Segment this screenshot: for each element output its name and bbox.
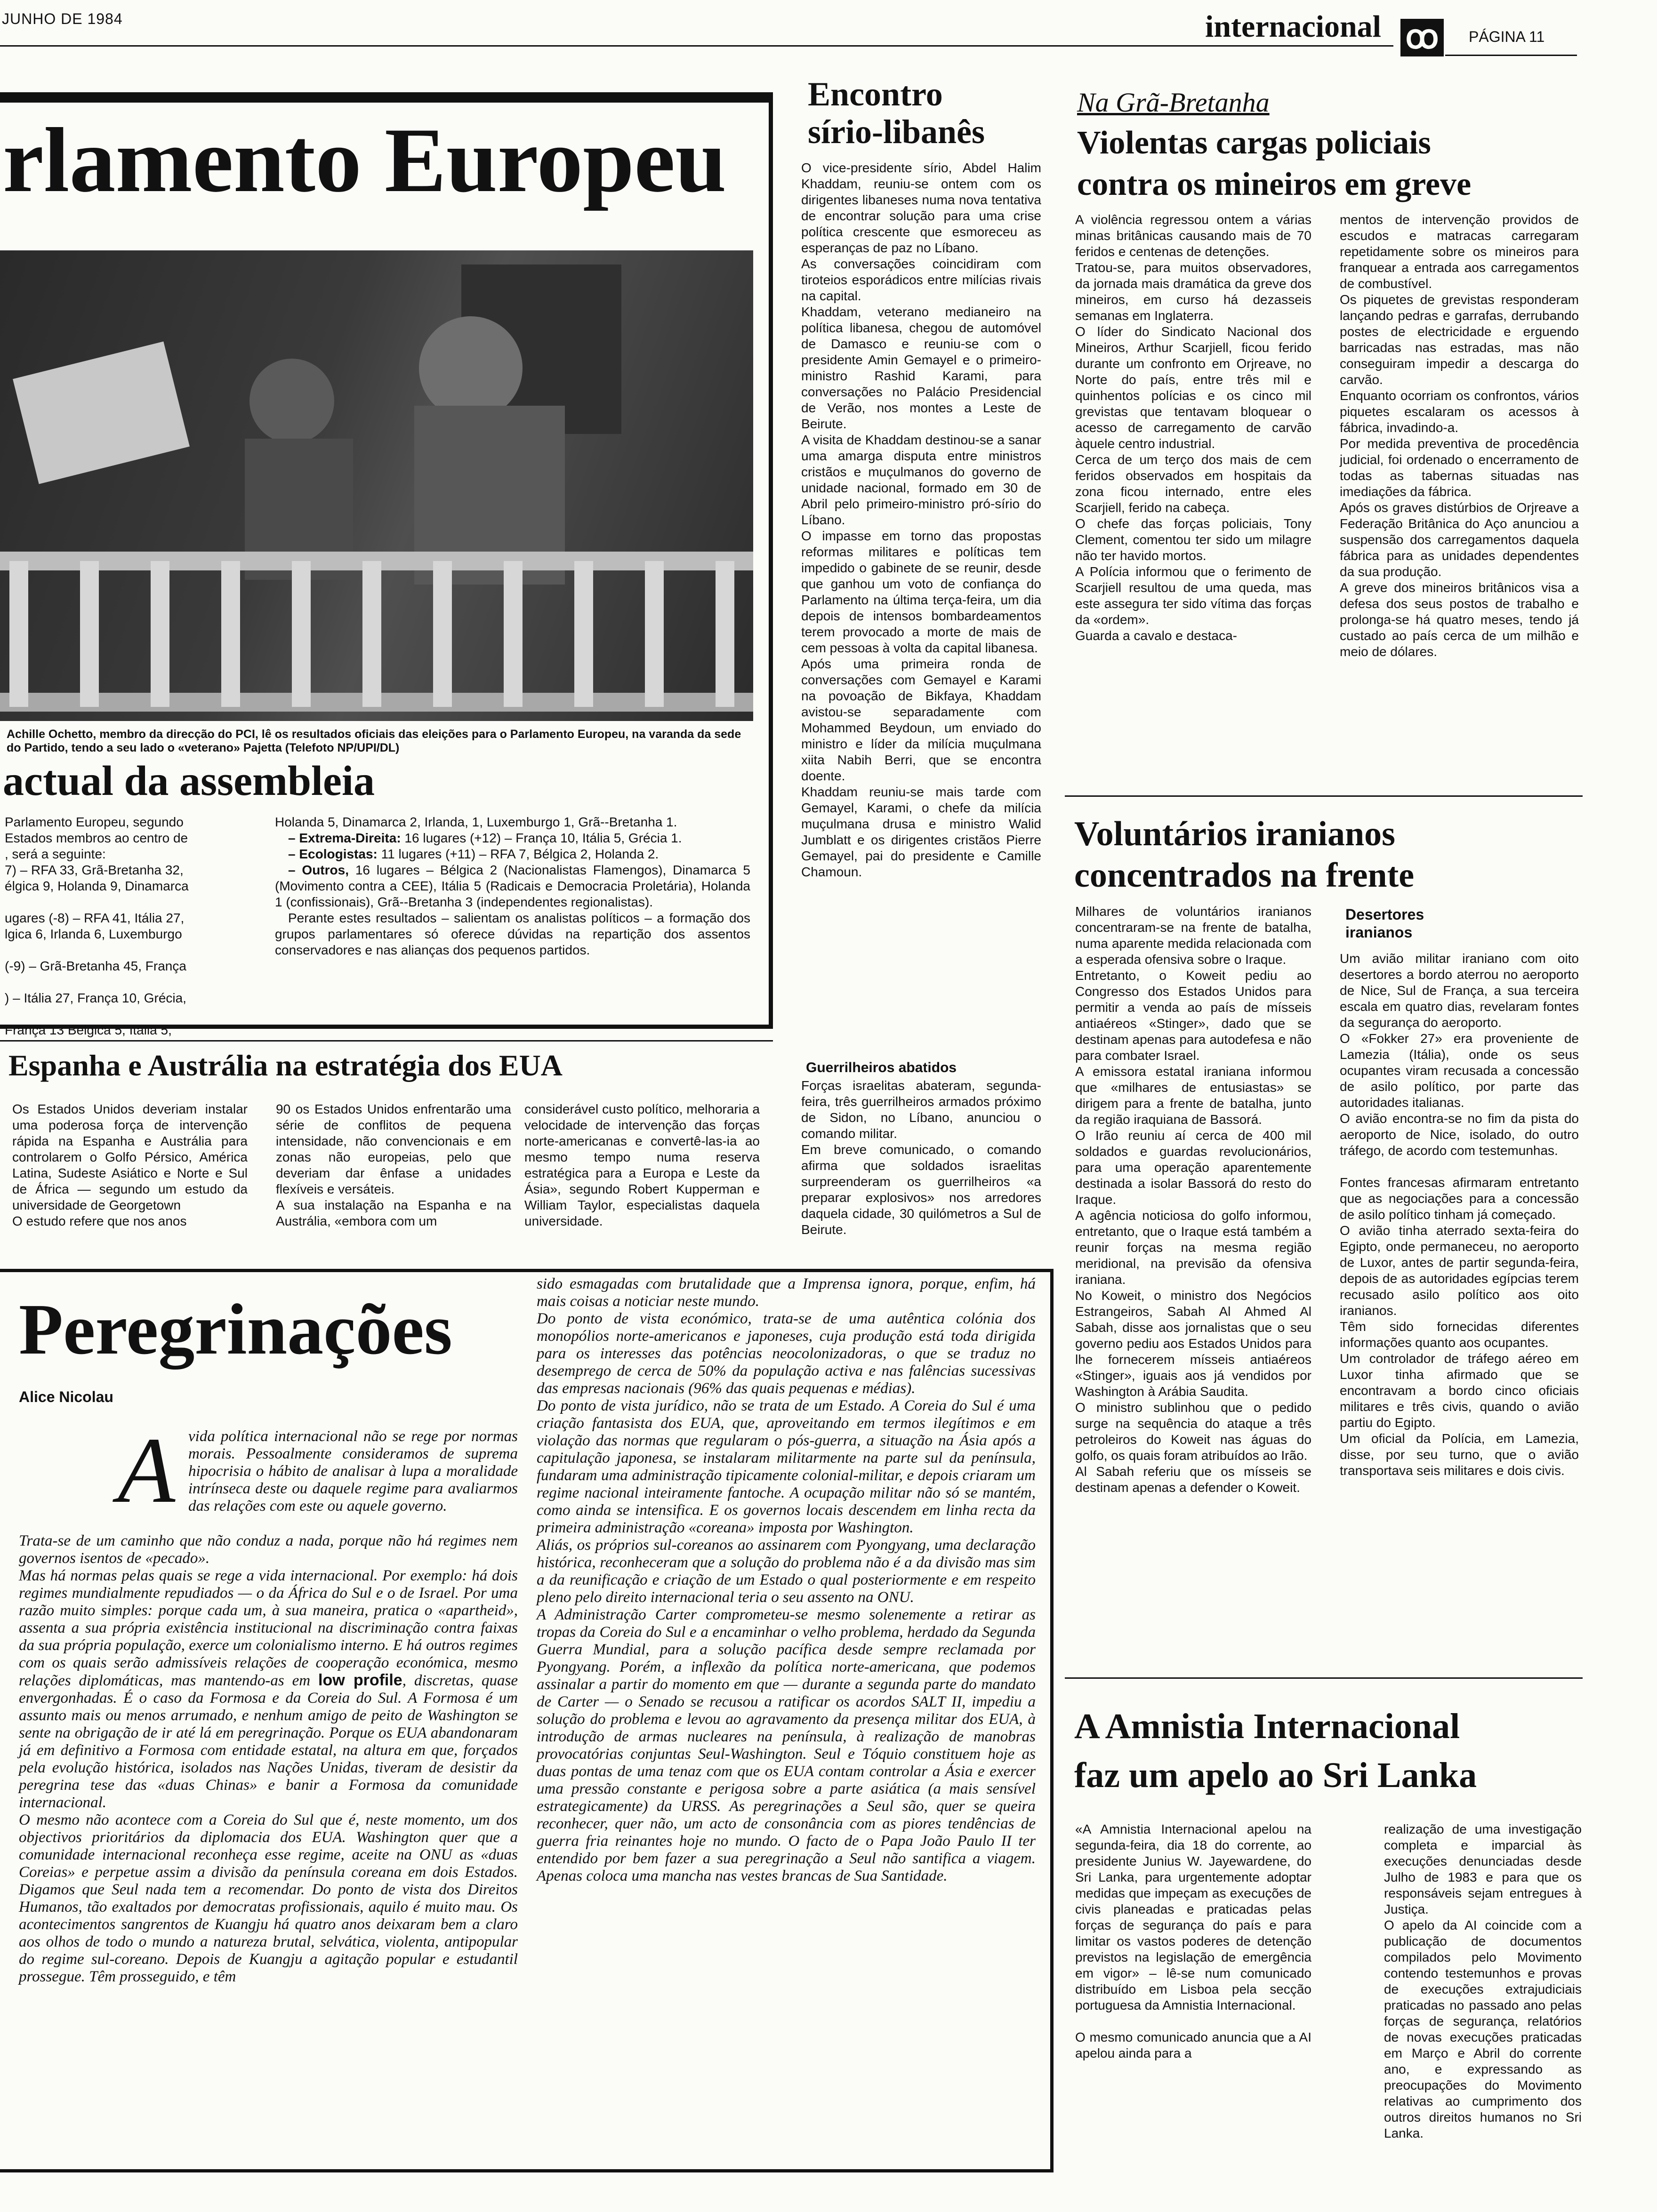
peregrinacoes-lead: vida política internacional não se rege por normas morais. Pessoalmente consideramos de suprema hipocrisia o hábito de analisar à lupa a moralidade intrínseca deste ou daquele regime para avaliarmos das relações com este ou aquele governo. — [188, 1428, 518, 1515]
espanha-col1: Os Estados Unidos deveriam instalar uma poderosa força de intervenção rápida na Espanha e Austrália para controlarem o Golfo Pérsico, América Latina, Sudeste Asiático e Norte e Sul de África — segundo um estudo da universidade de Georgetown O estudo refere que nos anos — [12, 1102, 248, 1228]
peregrinacoes-author: Alice Nicolau — [19, 1388, 113, 1405]
encontro-headline-1: Encontro — [808, 75, 943, 113]
iranianos-subhead-2: iranianos — [1345, 924, 1413, 941]
iranianos-col2: Um avião militar iraniano com oito desertores a bordo aterrou no aeroporto de Nice, Sul de França, a sua terceira escala em quatro dias, revelaram fontes da segurança do aeroporto. O «Fokker 27» era proveniente de Lamezia (Itália), onde os seus ocupantes viram recusada a concessão de asilo político, por parte das autoridades italianas. O avião encontra-se no fim da pista do aeroporto de Nice, isolado, do outro tráfego, de acordo com testemunhas. Fontes francesas afirmaram entretanto que as negociações para a concessão de asilo político tinham já começado. O avião tinha aterrado sexta-feira do Egipto, onde permaneceu, no aeroporto de Luxor, antes de partir segunda-feira, depois de as autoridades egípcias terem recusado asilo político aos oito iranianos. Têm sido fornecidas diferentes informações quanto aos ocupantes. Um controlador de tráfego aéreo em Luxor tinha afirmado que se encontravam a bordo cinco oficiais militares e três civis, quando o avião partiu do Egipto. Um oficial da Polícia, em Lamezia, disse, por seu turno, que o avião transportava seis militares e dois civis. — [1340, 951, 1579, 1478]
amnistia-top-rule — [1065, 1677, 1583, 1679]
parlamento-col1: Parlamento Europeu, segundo Estados membros ao centro de , será a seguinte: 7) – RFA 33, Grã-Bretanha 32, élgica 9, Holanda 9, Dinamarca ugares (-8) – RFA 41, Itália 27, lgica 6, Irlanda 6, Luxemburgo (-9) – Grã-Bretanha 45, França ) – Itália 27, França 10, Grécia, França 13 Bélgica 5, Itália 5, — [5, 815, 189, 1037]
peregrinacoes-col1-text: Trata-se de um caminho que não conduz a nada, porque não há regimes nem governos isentos de «pecado». Mas há normas pelas quais se rege a vida internacional. Por exemplo: há dois regimes mundialmente repudiados — o da África do Sul e o de Israel. Por uma razão muito simples: porque cada um, à sua maneira, pratica o «apartheid», assenta a sua própria existência institucional na discriminação contra faixas da sua própria população, exerce um colonialismo interno. E há outros regimes com os quais serão admissíveis relações de cooperação económica, mesmo relações diplomáticas, mas mantendo-as em — [19, 1532, 518, 1689]
peregrinacoes-col1b-text: , discretas, quase envergonhadas. É o caso da Formosa e da Coreia do Sul. A Formosa é um assunto mais ou menos arrumado, e nenhum amigo de peito de Washington se sente na obrigação de ir até lá em peregrinação. Porque os EUA abandonaram já em definitivo a Formosa com entidade estatal, na altura em que, forçados pela evolução histórica, isolados nas Nações Unidas, tiveram de desistir da peregrina tese das «duas Chinas» e banir a Formosa da comunidade internacional. O mesmo não acontece com a Coreia do Sul que é, neste momento, um dos objectivos prioritários da diplomacia dos EUA. Washington quer que a comunidade internacional reconheça esse regime, aceite na ONU as «duas Coreias» e perpetue assim a divisão da península coreana em dois Estados. Digamos que Seul nada tem a recomendar. Do ponto de vista dos Direitos Humanos, tão exaltados por democratas profissionais, aquilo é muito mau. Os acontecimentos sangrentos de Kuangju há quatro anos deixaram bem a claro aos olhos de todo o mundo a natureza brutal, selvática, violenta, antipopular do regime sul-coreano. Depois de Kuangju a agitação popular e estudantil prossegue. Têm prosseguido, e têm — [19, 1672, 518, 1985]
header-rule-right — [1445, 55, 1577, 56]
encontro-subhead: Guerrilheiros abatidos — [806, 1060, 957, 1075]
low-profile-term: low profile — [318, 1671, 402, 1689]
iranianos-headline-2: concentrados na frente — [1074, 856, 1415, 895]
parlamento-col2 — [275, 814, 750, 958]
encontro-headline-2: sírio-libanês — [808, 113, 985, 151]
amnistia-col2: realização de uma investigação completa e imparcial às execuções denunciadas desde Julho de 1983 e para que os responsáveis sejam entregues à Justiça. O apelo da AI coincide com a publicação de documentos compilados pelo Movimento contendo testemunhos e provas de execuções extrajudiciais praticadas no passado ano pelas forças de segurança, relatórios de novas execuções praticadas em Março e Abril do corrente ano, e expressando as preocupações do Movimento relativas ao cumprimento dos outros direitos humanos no Sri Lanka. — [1384, 1822, 1582, 2140]
mineiros-headline-2: contra os mineiros em greve — [1077, 166, 1472, 202]
peregrinacoes-headline: Peregrinações — [19, 1290, 452, 1370]
mineiros-headline-1: Violentas cargas policiais — [1077, 125, 1431, 161]
espanha-headline: Espanha e Austrália na estratégia dos EUA — [8, 1049, 563, 1082]
parlamento-subhead: actual da assembleia — [3, 758, 375, 804]
espanha-top-rule — [0, 1040, 773, 1042]
peregrinacoes-col2: sido esmagadas com brutalidade que a Imprensa ignora, porque, enfim, há mais coisas a noticiar neste mundo. Do ponto de vista económico, trata-se de uma autêntica colónia dos monopólios norte-americanos e japoneses, cuja produção está toda dirigida para os interesses das potências neocolonizadoras, o que se traduz no desemprego de cerca de 50% da população activa e nas falências sucessivas das empresas nacionais (96% das quais pequenas e médias). Do ponto de vista jurídico, não se trata de um Estado. A Coreia do Sul é uma criação fantasista dos EUA, que, aproveitando em termos ilegítimos e em violação das normas que regularam o pós-guerra, a situação na Ásia após a capitulação japonesa, se instalaram militarmente na parte sul da península, fundaram uma administração tipicamente colonial-militar, e depois criaram um regime nacional inteiramente fantoche. A ocupação militar não só se mantém, como ainda se intensifica. E os governos locais descendem em linha recta da primeira administração «coreana» imposta por Washington. Aliás, os próprios sul-coreanos ao assinarem com Pyongyang, uma declaração histórica, reconheceram que a solução do problema não é a da divisão mas sim a da reunificação e criação de um Estado o qual posteriormente e em respeito pleno pelo direito internacional teria o seu assento na ONU. A Administração Carter comprometeu-se mesmo solenemente a retirar as tropas da Coreia do Sul e a encaminhar o velho problema, herdado da Segunda Guerra Mundial, para a solução pacífica desde sempre reclamada por Pyongyang. Porém, a inflexão da política norte-americana, que podemos assinalar a partir do momento em que — durante a segunda parte do mandato de Carter — o Senado se recusou a ratificar os acordos SALT II, impediu a solução do problema e levou ao agravamento da presença militar dos EUA, à introdução de armas nucleares na península, à realização de manobras provocatórias conjuntas Seul-Washington. Seul e Tóquio constituem hoje as duas pontas de uma tenaz com que os EUA contam controlar a Ásia e exercer uma pressão constante e perigosa sobre a parte asiática (a mais sensível estrategicamente) da URSS. As peregrinações a Seul são, quer se queira reconhecer, quer não, um acto de consonância com as piores tendências de guerra fria reinantes hoje no mundo. O facto de o Papa João Paulo II ter entendido por bem fazer a sua peregrinação a Seul não santifica a viagem. Apenas coloca uma mancha nas vestes brancas de Sua Santidade. — [537, 1275, 1036, 1884]
parlamento-headline: rlamento Europeu — [3, 109, 727, 211]
amnistia-col1: «A Amnistia Internacional apelou na segunda-feira, dia 18 do corrente, ao presidente Junius W. Jayewardene, do Sri Lanka, para urgentemente adoptar medidas que impeçam as execuções de civis planeadas e praticadas pelas forças de segurança do país e para limitar os vastos poderes de detenção previstos na legislação de emergência em vigor» – lê-se num comunicado distribuído em Lisboa pela secção portuguesa da Amnistia Internacional. O mesmo comunicado anuncia que a AI apelou ainda para a — [1075, 1822, 1311, 2060]
extrema-text: 16 lugares (+12) – França 10, Itália 5, Grécia 1. — [401, 831, 682, 845]
page-number: PÁGINA 11 — [1469, 28, 1545, 45]
header-rule — [0, 45, 1393, 47]
photo-caption: Achille Ochetto, membro da direcção do PCI, lê os resultados oficiais das eleições para o Parlamento Europeu, na varanda da sede do Partido, tendo a seu lado o «veterano» Pajetta (Telefoto NP/UPI/DL) — [7, 728, 741, 754]
section-title: internacional — [1205, 9, 1381, 44]
parlamento-ecologistas — [275, 846, 750, 862]
photo-illustration — [0, 250, 753, 721]
iranianos-headline-1: Voluntários iranianos — [1074, 815, 1395, 853]
mineiros-kicker: Na Grã-Bretanha — [1077, 87, 1270, 118]
extrema-label: – Extrema-Direita: — [288, 831, 401, 845]
peregrinacoes-col1 — [19, 1532, 518, 1986]
outros-text: 16 lugares – Bélgica 2 (Nacionalistas Flamengos), Dinamarca 5 (Movimento contra a CEE), Itália 5 (Radicais e Democracia Proletária), Holanda 1 (confissionais), Grã--Bretanha 3 (independentes regionalistas). — [275, 863, 750, 909]
parlamento-col2-lead: Holanda 5, Dinamarca 2, Irlanda, 1, Luxemburgo 1, Grã--Bretanha 1. — [275, 815, 677, 829]
eco-text: 11 lugares (+11) – RFA 7, Bélgica 2, Holanda 2. — [377, 847, 659, 861]
encontro-body2: Forças israelitas abateram, segunda-feira, três guerrilheiros armados próximo de Sidon, no Líbano, anunciou o comando militar. Em breve comunicado, o comando afirma que soldados israelitas surpreenderam os guerrilheiros «a preparar explosivos» nos arredores daquela cidade, 30 quilómetros a Sul de Beirute. — [801, 1078, 1041, 1237]
amnistia-headline-2: faz um apelo ao Sri Lanka — [1074, 1755, 1477, 1795]
iranianos-col1: Milhares de voluntários iranianos concentraram-se na frente de batalha, numa aparente medida relacionada com a esperada ofensiva sobre o Iraque. Entretanto, o Koweit pediu ao Congresso dos Estados Unidos para permitir a venda ao país de mísseis antiaéreos «Stinger», dado que se destinam apenas para autodefesa e não para combater Israel. A emissora estatal iraniana informou que «milhares de entusiastas» se dirigem para a frente de batalha, junto da região iraquiana de Bassorá. O Irão reuniu aí cerca de 400 mil soldados e guardas revolucionários, para uma operação aparentemente destinada a isolar Bassorá do resto do Iraque. A agência noticiosa do golfo informou, entretanto, que o Iraque está também a reunir forças na mesma região meridional, na previsão da ofensiva iraniana. No Koweit, o ministro dos Negócios Estrangeiros, Sabah Al Ahmed Al Sabah, disse aos jornalistas que o seu governo pediu aos Estados Unidos para lhe fornecerem mísseis antiaéreos «Stinger», iguais aos já vendidos por Washington à Arábia Saudita. O ministro sublinhou que o pedido surge na sequência do ataque a três petroleiros do Koweit nas águas do golfo, os quais foram atribuídos ao Irão. Al Sabah referiu que os mísseis se destinam apenas a defender o Koweit. — [1075, 904, 1311, 1495]
amnistia-headline-1: A Amnistia Internacional — [1074, 1707, 1460, 1746]
encontro-body: O vice-presidente sírio, Abdel Halim Khaddam, reuniu-se ontem com os dirigentes libaneses numa nova tentativa de encontrar solução para uma crise política crescente que esmoreceu as esperanças de paz no Líbano. As conversações coincidiram com tiroteios esporádicos entre milícias rivais na capital. Khaddam, veterano medianeiro na política libanesa, chegou de automóvel de Damasco e reuniu-se com o presidente Amin Gemayel e o primeiro-ministro Rashid Karami, para conversações no Palácio Presidencial de Verão, nos montes a Leste de Beirute. A visita de Khaddam destinou-se a sanar uma amarga disputa entre ministros cristãos e muçulmanos do governo de unidade nacional, formado em 30 de Abril pelo primeiro-ministro pró-sírio do Líbano. O impasse em torno das propostas reformas militares e políticas tem impedido o gabinete de se reunir, desde que ganhou um voto de confiança do Parlamento na última terça-feira, um dia depois de intensos bombardeamentos terem provocado a morte de mais de cem pessoas à volta da capital libanesa. Após uma primeira ronda de conversações com Gemayel e Karami na povoação de Bikfaya, Khaddam avistou-se separadamente com Mohammed Beydoun, um enviado do ministro e líder da milícia muçulmana xiita Nabih Berri, que se encontra doente. Khaddam reuniu-se mais tarde com Gemayel, Karami, o chefe da milícia muçulmana drusa e ministro Walid Jumblatt e os dirigentes cristãos Pierre Gemayel, pai do presidente e Camille Chamoun. — [801, 160, 1041, 879]
parlamento-conclusion: Perante estes resultados – salientam os analistas políticos – a formação dos grupos parlamentares só oferece dúvidas na repartição dos assentos conservadores e nas alianças dos pequenos partidos. — [275, 911, 750, 957]
iranianos-top-rule — [1065, 795, 1583, 797]
parlamento-outros — [275, 862, 750, 910]
eco-label: – Ecologistas: — [288, 847, 378, 861]
mineiros-col2: mentos de intervenção providos de escudos e matracas carregaram repetidamente sobre os mineiros para franquear a entrada aos carregamentos de combustível. Os piquetes de grevistas responderam lançando pedras e garrafas, derrubando postes de electricidade e erguendo barricadas nas estradas, mas não conseguiram impedir a descarga do carvão. Enquanto ocorriam os confrontos, vários piquetes escalaram os acessos à fábrica, invadindo-a. Por medida preventiva de procedência judicial, foi ordenado o encerramento de todas as tabernas situadas nas imediações da fábrica. Após os graves distúrbios de Orjreave a Federação Britânica do Aço anunciou a suspensão dos carregamentos daquela fábrica para as unidades dependentes da sua produção. A greve dos mineiros britânicos visa a defesa dos seus postos de trabalho e prolonga-se há quatro meses, tendo já custado ao país cerca de um milhão e meio de dólares. — [1340, 212, 1579, 659]
masthead-date: JUNHO DE 1984 — [2, 10, 123, 27]
outros-label: – Outros, — [288, 863, 349, 877]
peregrinacoes-dropcap: A — [118, 1419, 176, 1523]
mineiros-col1: A violência regressou ontem a várias minas britânicas causando mais de 70 feridos e centenas de detenções. Tratou-se, para muitos observadores, da jornada mais dramática da greve dos mineiros, em curso há dezasseis semanas em Inglaterra. O líder do Sindicato Nacional dos Mineiros, Arthur Scarjiell, ficou ferido durante um confronto em Orjreave, no Norte do país, entre três mil e quinhentos polícias e os cinco mil grevistas que tentavam bloquear o acesso de carregamento de carvão àquele centro industrial. Cerca de um terço dos mais de cem feridos observados em hospitais da zona ficou internado, entre eles Scarjiell, ferido na cabeça. O chefe das forças policiais, Tony Clement, comentou ter sido um milagre não ter havido mortos. A Polícia informou que o ferimento de Scarjiell resultou de uma queda, mas este assegura ter sido vítima das forças da «ordem». Guarda a cavalo e destaca- — [1075, 212, 1311, 643]
parlamento-extrema — [275, 830, 750, 846]
section-logo: ꝏ — [1400, 19, 1444, 56]
parlamento-top-bar — [0, 92, 773, 103]
espanha-col3: considerável custo político, melhoraria a velocidade de intervenção das forças norte-americanas e convertê-las-ia ao mesmo tempo numa reserva estratégica para a Europa e Leste da Ásia», segundo Robert Kupperman e William Taylor, especialistas daquela universidade. — [524, 1102, 760, 1228]
parlamento-photo — [0, 250, 753, 721]
iranianos-subhead-1: Desertores — [1345, 906, 1424, 923]
espanha-col2: 90 os Estados Unidos enfrentarão uma série de conflitos de pequena intensidade, não convencionais e em zonas não europeias, pelo que deveriam dar ênfase a unidades flexíveis e versáteis. A sua instalação na Espanha e na Austrália, «embora com um — [276, 1102, 511, 1228]
